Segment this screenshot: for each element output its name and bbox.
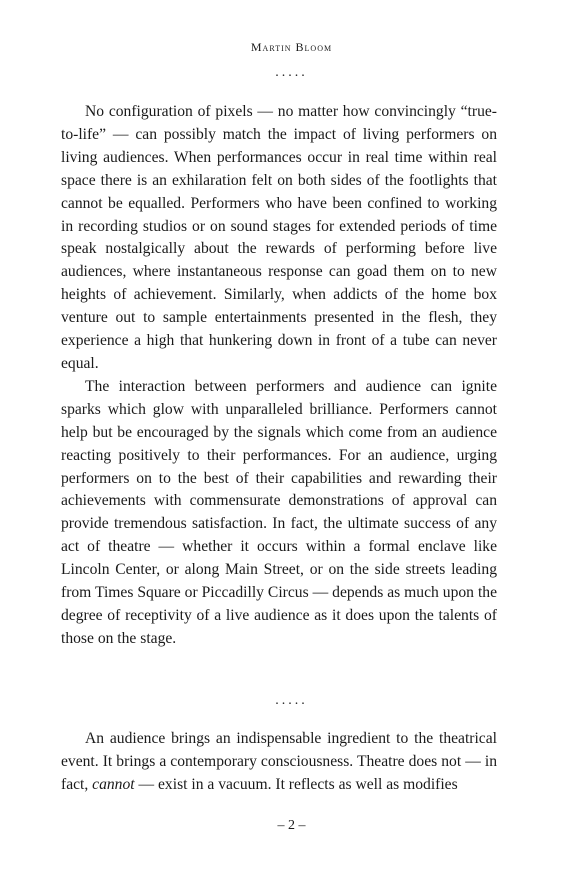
running-head: Martin Bloom bbox=[250, 40, 333, 54]
body-text-section-1 bbox=[61, 101, 497, 651]
section-separator: ..... bbox=[275, 65, 308, 80]
section-separator: ..... bbox=[275, 693, 308, 708]
paragraph bbox=[61, 728, 497, 797]
page-number: – 2 – bbox=[277, 818, 306, 833]
paragraph: The interaction between performers and audience can ignite sparks which glow with unparalleled brilliance. Performers cannot help but be encouraged by the signals which come from an audience reacting positively to their performances. For an audience, urging performers on to the best of their capabilities and rewarding their achievements with commensurate demonstrations of approval can provide tremendous satisfaction. In fact, the ultimate success of any act of theatre — whether it occurs within a formal enclave like Lincoln Center, or along Main Street, or on the side streets leading from Times Square or Piccadilly Circus — depends as much upon the degree of receptivity of a live audience as it does upon the talents of those on the stage. bbox=[61, 377, 497, 647]
body-text-section-2 bbox=[61, 728, 497, 797]
paragraph: No configuration of pixels — no matter how convincingly “true-to-life” — can possibly match the impact of living performers on living audiences. When performances occur in real time within real space there is an exhilaration felt on both sides of the footlights that cannot be equalled. Performers who have been confined to working in recording studios or on sound stages for extended periods of time speak nostalgically about the rewards of performing before live audiences, where instantaneous response can goad them on to new heights of achievement. Similarly, when addicts of the home box venture out to sample entertainments presented in the flesh, they experience a high that hunkering down in front of a tube can never equal. bbox=[61, 103, 497, 372]
paragraph-text: An audience brings an indispensable ingredient to the theatrical event. It brings a contemporary consciousness. Theatre does not — in fact, bbox=[61, 730, 497, 793]
paragraph-text: — exist in a vacuum. It reflects as well as modifies bbox=[134, 775, 458, 793]
emphasis-text: cannot bbox=[92, 775, 135, 793]
